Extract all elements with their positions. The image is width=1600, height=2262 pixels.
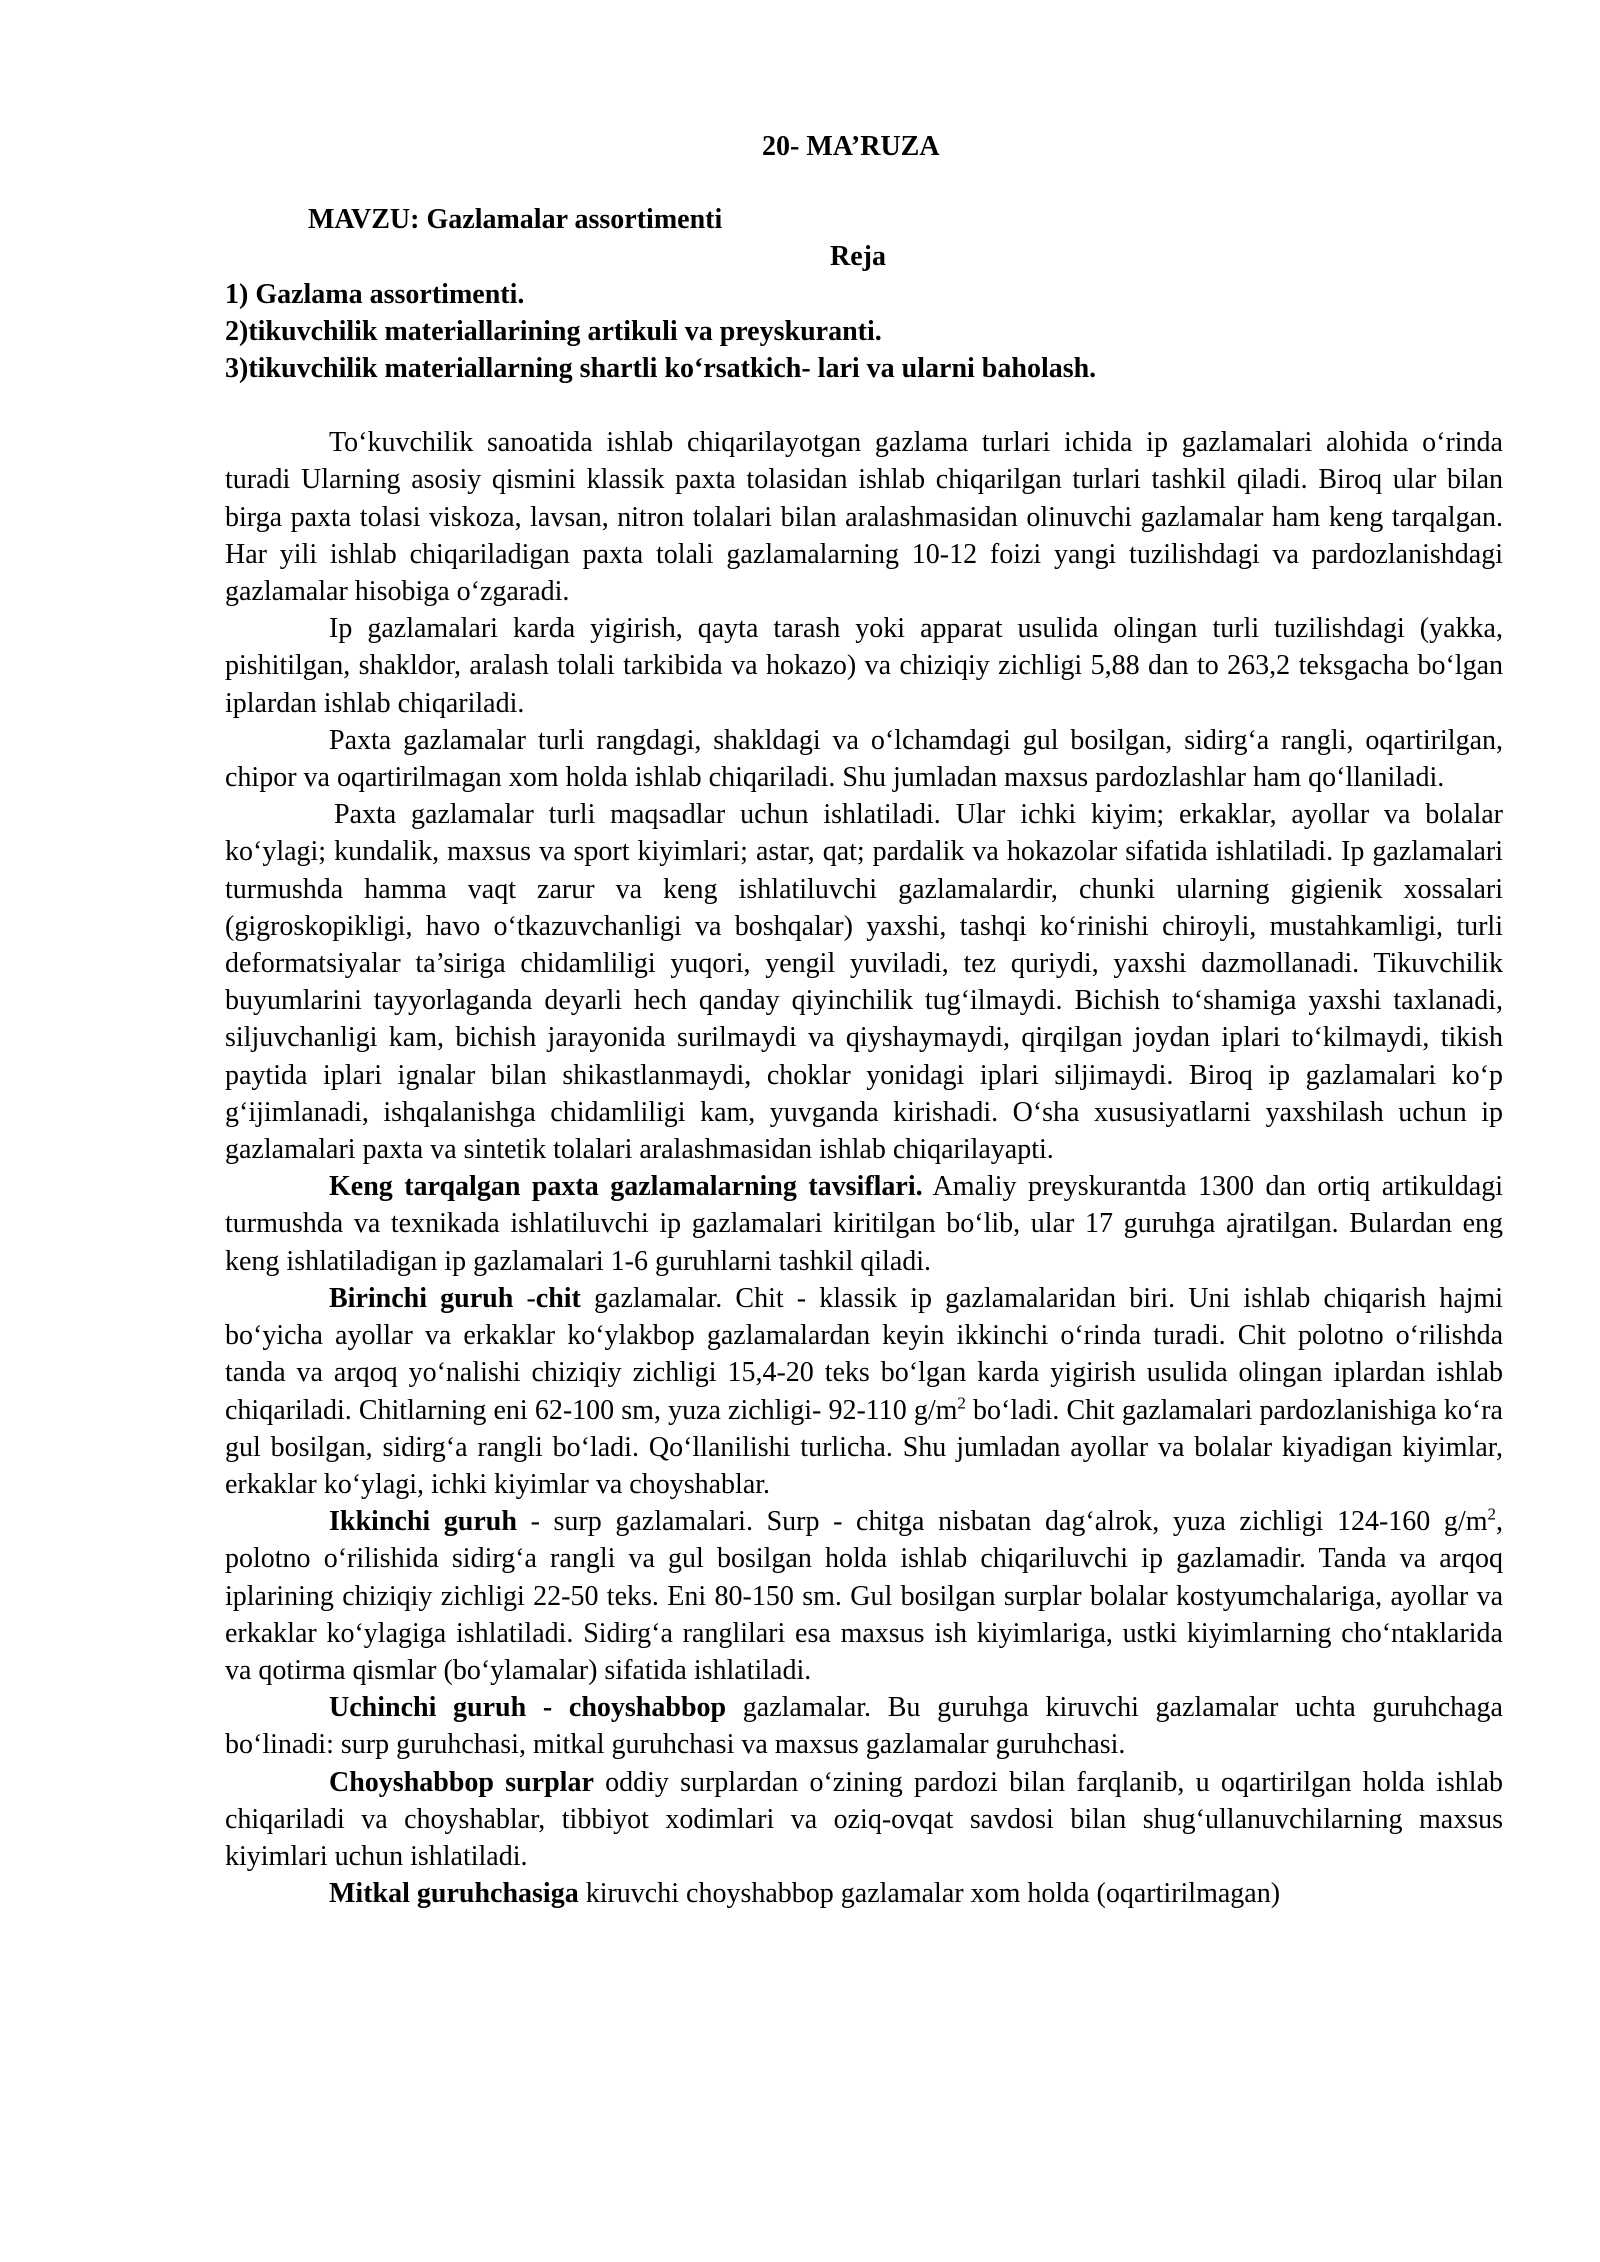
plan-item: 2)tikuvchilik materiallarining artikuli va preyskuranti. <box>225 315 882 347</box>
paragraph-text: - <box>513 1282 536 1314</box>
paragraph-text: oddiy surplardan o‘zining pardozi bilan farqlanib, u oqartirilgan holda ishlab chiqariladi va choyshablar, tibbiyot xodimlari va oziq-ovqat savdosi bilan shug‘ullanuvchilarning maxsus kiyimlari uchun ishlatiladi. <box>225 1766 1503 1872</box>
plan-item: 1) Gazlama assortimenti. <box>225 278 525 310</box>
paragraph-mitkal <box>225 1875 1503 1912</box>
paragraph-usage: Paxta gazlamalar turli maqsadlar uchun ishlatiladi. Ular ichki kiyim; erkaklar, ayollar va bolalar ko‘ylagi; kundalik, maxsus va sport kiyimlari; astar, qat; pardalik va hokazolar sifatida ishlatiladi. Ip gazlamalari turmushda hamma vaqt zarur va keng ishlatiluvchi gazlamalardir, chunki ularning gigienik xossalari (gigroskopikligi, havo o‘tkazuvchanligi va boshqalar) yaxshi, tashqi ko‘rinishi chiroyli, mustahkamligi, turli deformatsiyalar ta’siriga chidamliligi yuqori, yengil yuviladi, tez quriydi, yaxshi dazmollanadi. Tikuvchilik buyumlarini tayyorlaganda deyarli hech qanday qiyinchilik tug‘ilmaydi. Bichish to‘shamiga yaxshi taxlanadi, siljuvchanligi kam, bichish jarayonida surilmaydi va qiyshaymaydi, qirqilgan joydan iplari to‘kilmaydi, tikish paytida iplari ignalar bilan shikastlanmaydi, choklar yonidagi iplari siljimaydi. Biroq ip gazlamalari ko‘p g‘ijimlanadi, ishqalanishga chidamliligi kam, yuvganda kirishadi. O‘sha xususiyatlarni yaxshilash uchun ip gazlamalari paxta va sintetik tolalari aralashmasidan ishlab chiqarilayapti. <box>225 799 1503 1166</box>
bold-heading: Keng tarqalgan paxta gazlamalarning tavsiflari. <box>329 1171 923 1203</box>
paragraph-text: bo‘ladi. Chit gazlamalari pardozlanishiga ko‘ra gul bosilgan, sidirg‘a rangli bo‘ladi. Qo‘llanilishi turlicha. Shu jumladan ayollar va bolalar kiyadigan kiyimlar, erkaklar ko‘ylagi, ichki kiyimlar va choyshablar. <box>225 1394 1503 1500</box>
paragraph-finishing: Paxta gazlamalar turli rangdagi, shakldagi va o‘lchamdagi gul bosilgan, sidirg‘a rangli, oqartirilgan, chipor va oqartirilmagan xom holda ishlab chiqariladi. Shu jumladan maxsus pardozlashlar ham qo‘llaniladi. <box>225 724 1503 794</box>
bold-heading: Mitkal guruhchasiga <box>329 1878 579 1910</box>
paragraph-group-2 <box>225 1503 1503 1689</box>
paragraph-group-1 <box>225 1280 1503 1503</box>
paragraph-intro: To‘kuvchilik sanoatida ishlab chiqarilayotgan gazlama turlari ichida ip gazlamalari alohida o‘rinda turadi Ularning asosiy qismini klassik paxta tolasidan ishlab chiqarilgan turlari tashkil qiladi. Biroq ular bilan birga paxta tolasi viskoza, lavsan, nitron tolalari bilan aralashmasidan olinuvchi gazlamalar ham keng tarqalgan. Har yili ishlab chiqariladigan paxta tolali gazlamalarning 10-12 foizi yangi tuzilishdagi va pardozlanishdagi gazlamalar hisobiga o‘zgaradi. <box>225 427 1503 608</box>
paragraph-group-3 <box>225 1689 1503 1763</box>
lecture-subject: MAVZU: Gazlamalar assortimenti <box>308 204 723 236</box>
paragraph-text: kiruvchi choyshabbop gazlamalar xom holda (oqartirilmagan) <box>578 1878 1281 1910</box>
plan-heading: Reja <box>830 241 886 273</box>
paragraph-characteristics <box>225 1168 1503 1280</box>
paragraph-text: gazlamalar. Bu guruhga kiruvchi gazlamalar uchta guruhchaga bo‘linadi: surp guruhchasi, mitkal guruhchasi va maxsus gazlamalar guruhchasi. <box>225 1692 1503 1761</box>
plan-item: 3)tikuvchilik materiallarning shartli ko‘rsatkich- lari va ularni baholash. <box>225 353 1097 385</box>
bold-term: chit <box>535 1282 581 1314</box>
paragraph-text: , polotno o‘rilishida sidirg‘a rangli va gul bosilgan holda ishlab chiqariluvchi ip gazlamadir. Tanda va arqoq iplarining chiziqiy zichligi 22-50 teks. Eni 80-150 sm. Gul bosilgan surplar bolalar kostyumchalariga, ayollar va erkaklar ko‘ylagiga ishlatiladi. Sidirg‘a ranglilari esa maxsus ish kiyimlariga, ustki kiyimlarning cho‘ntaklarida va qotirma qismlar (bo‘ylamalar) sifatida ishlatiladi. <box>225 1506 1503 1686</box>
bold-heading: Choyshabbop surplar <box>329 1766 594 1798</box>
paragraph-bedsheet-surp <box>225 1764 1503 1876</box>
bold-heading: Uchinchi guruh - choyshabbop <box>329 1692 727 1724</box>
bold-heading: Birinchi guruh <box>329 1282 514 1314</box>
superscript: 2 <box>1487 1504 1496 1524</box>
paragraph-text: gazlamalar. Chit - klassik ip gazlamalaridan biri. Uni ishlab chiqarish hajmi bo‘yicha ayollar va erkaklar ko‘ylakbop gazlamalardan keyin ikkinchi o‘rinda turadi. Chit polotno o‘rilishda tanda va arqoq yo‘nalishi chiziqiy zichligi 15,4-20 teks bo‘lgan karda yigirish usulida olingan iplardan ishlab chiqariladi. Chitlarning eni 62-100 sm, yuza zichligi- 92-110 g/m <box>225 1282 1503 1426</box>
paragraph-yarn: Ip gazlamalari karda yigirish, qayta tarash yoki apparat usulida olingan turli tuzilishdagi (yakka, pishitilgan, shakldor, aralash tolali tarkibida va hokazo) va chiziqiy zichligi 5,88 dan to 263,2 teksgacha bo‘lgan iplardan ishlab chiqariladi. <box>225 613 1503 719</box>
lecture-title: 20- MA’RUZA <box>762 131 940 162</box>
paragraph-text: - surp gazlamalari. Surp - chitga nisbatan dag‘alrok, yuza zichligi 124-160 g/m <box>516 1506 1488 1538</box>
superscript: 2 <box>957 1393 966 1413</box>
paragraph-text: Amaliy preyskurantda 1300 dan ortiq artikuldagi turmushda va texnikada ishlatiluvchi ip gazlamalari kiritilgan bo‘lib, ular 17 guruhga ajratilgan. Bulardan eng keng ishlatiladigan ip gazlamalari 1-6 guruhlarni tashkil qiladi. <box>225 1171 1503 1277</box>
document-body <box>225 128 1503 1912</box>
bold-heading: Ikkinchi guruh <box>329 1506 517 1538</box>
